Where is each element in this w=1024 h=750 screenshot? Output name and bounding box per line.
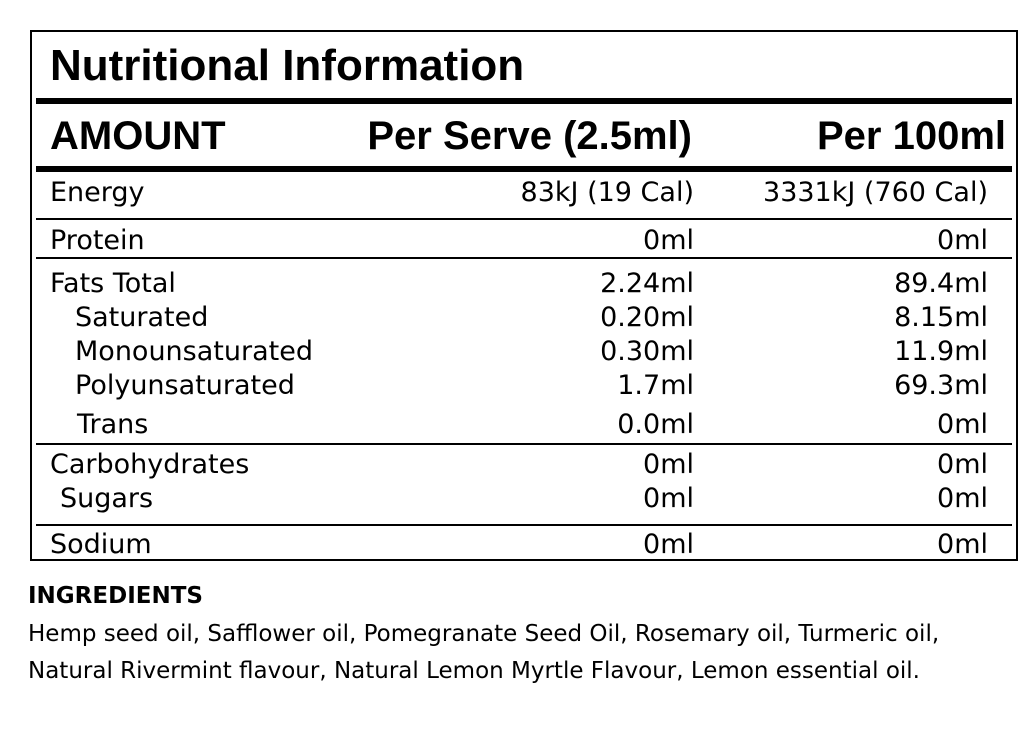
per-serve-value: 0ml (643, 225, 694, 256)
per-100ml-value: 0ml (937, 409, 988, 440)
ingredients-text: Hemp seed oil, Safflower oil, Pomegranate Seed Oil, Rosemary oil, Turmeric oil, Natural Rivermint flavour, Natural Lemon Myrtle Flavour, Lemon essential oil. (28, 621, 940, 684)
per-100ml-value: 0ml (937, 529, 988, 560)
per-serve-value: 0ml (643, 449, 694, 480)
header-per-100ml: Per 100ml (816, 114, 1006, 158)
row-label: Energy (50, 177, 145, 208)
row-label: Trans (77, 409, 149, 440)
per-100ml-value: 8.15ml (894, 302, 988, 333)
nutrition-panel (30, 30, 1018, 561)
per-serve-value: 1.7ml (617, 370, 694, 401)
header-amount: AMOUNT (50, 114, 226, 158)
row-label: Fats Total (50, 268, 176, 299)
row-label: Carbohydrates (50, 449, 250, 480)
per-100ml-value: 3331kJ (760 Cal) (763, 177, 988, 208)
per-100ml-value: 0ml (937, 225, 988, 256)
per-100ml-value: 11.9ml (894, 336, 988, 367)
per-serve-value: 0.0ml (617, 409, 694, 440)
per-100ml-value: 0ml (937, 483, 988, 514)
title-divider (36, 98, 1012, 104)
row-label: Saturated (75, 302, 209, 333)
row-label: Sodium (50, 529, 152, 560)
row-label: Protein (50, 225, 145, 256)
per-serve-value: 83kJ (19 Cal) (520, 177, 694, 208)
header-divider (36, 166, 1012, 172)
row-label: Sugars (60, 483, 154, 514)
row-divider (36, 257, 1012, 259)
panel-title: Nutritional Information (50, 41, 525, 90)
per-100ml-value: 69.3ml (894, 370, 988, 401)
per-serve-value: 0.20ml (600, 302, 694, 333)
row-divider (36, 218, 1012, 220)
row-divider (36, 524, 1012, 526)
header-per-serve: Per Serve (2.5ml) (367, 114, 692, 158)
per-serve-value: 2.24ml (600, 268, 694, 299)
per-100ml-value: 89.4ml (894, 268, 988, 299)
per-serve-value: 0ml (643, 529, 694, 560)
row-divider (36, 443, 1012, 445)
per-100ml-value: 0ml (937, 449, 988, 480)
per-serve-value: 0ml (643, 483, 694, 514)
per-serve-value: 0.30ml (600, 336, 694, 367)
row-label: Polyunsaturated (75, 370, 295, 401)
row-label: Monounsaturated (75, 336, 313, 367)
ingredients-heading: INGREDIENTS (28, 583, 203, 609)
